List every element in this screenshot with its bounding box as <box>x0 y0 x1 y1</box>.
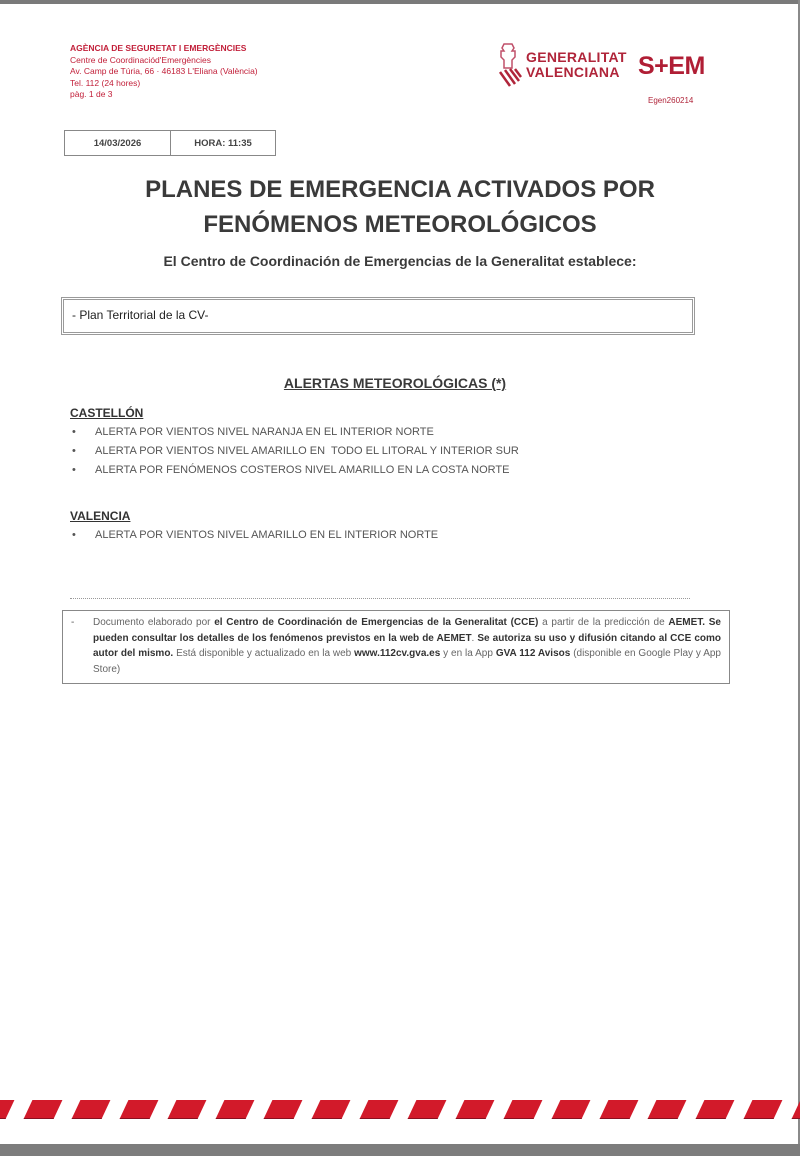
alerts-heading: ALERTAS METEOROLÓGICAS (*) <box>283 375 507 391</box>
alert-text: ALERTA POR VIENTOS NIVEL AMARILLO EN TODO EL LITORAL Y INTERIOR SUR <box>95 445 519 457</box>
subtitle: El Centro de Coordinación de Emergencias de la Generalitat establece: <box>163 253 637 269</box>
title-line-2: FENÓMENOS METEOROLÓGICOS <box>203 211 597 238</box>
red-stripe-border <box>0 1100 800 1122</box>
logo-line-valenciana: VALENCIANA <box>526 64 620 80</box>
region-valencia: VALENCIA <box>70 509 131 523</box>
agency-address: Av. Camp de Túria, 66 · 46183 L'Eliana (València) <box>70 66 258 76</box>
agency-header <box>70 43 258 101</box>
alert-text: ALERTA POR VIENTOS NIVEL AMARILLO EN EL INTERIOR NORTE <box>95 529 439 541</box>
bullet-icon: • <box>72 426 76 438</box>
sem-logo: S+EM <box>638 52 705 80</box>
stripe-segment <box>216 1100 255 1119</box>
stripe-segment <box>312 1100 351 1119</box>
region-castellon: CASTELLÓN <box>70 406 144 420</box>
top-border <box>0 0 800 4</box>
agency-name: AGÈNCIA DE SEGURETAT I EMERGÈNCIES <box>70 43 247 53</box>
disclaimer-text <box>93 615 721 677</box>
disclaimer-dash: - <box>71 617 75 628</box>
alert-item <box>70 461 519 480</box>
stripe-segment <box>648 1100 687 1119</box>
stripe-segment <box>24 1100 63 1119</box>
coat-of-arms-icon <box>498 42 522 90</box>
stripe-segment <box>504 1100 543 1119</box>
stripe-segment <box>456 1100 495 1119</box>
note-text: (disponible en Google Play y App Store) <box>93 648 721 675</box>
stripe-segment <box>360 1100 399 1119</box>
page-number: pàg. 1 de 3 <box>70 89 113 99</box>
stripe-segment <box>408 1100 447 1119</box>
stripe-segment <box>696 1100 735 1119</box>
stripe-segment <box>744 1100 783 1119</box>
note-text: y en la App <box>440 648 496 659</box>
alert-item <box>70 423 519 442</box>
time: HORA: 11:35 <box>194 137 252 149</box>
stripe-segment <box>72 1100 111 1119</box>
bottom-border <box>0 1144 800 1156</box>
plan-name: - Plan Territorial de la CV- <box>72 308 209 322</box>
stripe-segment <box>264 1100 303 1119</box>
note-bold: Se autoriza su uso y difusión citando al CCE como autor del mismo. <box>93 632 721 659</box>
logo-line-generalitat: GENERALITAT <box>526 49 627 65</box>
stripe-segment <box>168 1100 207 1119</box>
website-link[interactable]: www.112cv.gva.es <box>354 648 441 659</box>
alert-text: ALERTA POR VIENTOS NIVEL NARANJA EN EL INTERIOR NORTE <box>95 426 434 438</box>
alert-item <box>70 442 519 461</box>
alert-text: ALERTA POR FENÓMENOS COSTEROS NIVEL AMARILLO EN LA COSTA NORTE <box>95 464 510 476</box>
generalitat-valenciana-logo <box>498 42 627 90</box>
agency-phone: Tel. 112 (24 hores) <box>70 77 141 88</box>
date-time-box <box>64 130 276 156</box>
stripe-segment <box>792 1100 800 1119</box>
disclaimer-box <box>62 610 730 684</box>
plan-box <box>61 297 695 335</box>
dotted-divider <box>70 598 690 599</box>
stripe-segment <box>0 1100 14 1119</box>
bullet-icon: • <box>72 529 76 541</box>
note-text: Está disponible y actualizado en la web <box>173 648 355 659</box>
castellon-alert-list <box>70 423 519 480</box>
note-bold: el Centro de Coordinación de Emergencias de la Generalitat (CCE) <box>214 617 539 628</box>
stripe-segment <box>120 1100 159 1119</box>
date: 14/03/2026 <box>65 131 171 155</box>
document-code: Egen260214 <box>648 96 694 105</box>
bullet-icon: • <box>72 464 76 476</box>
stripe-segment <box>600 1100 639 1119</box>
bullet-icon: • <box>72 445 76 457</box>
alert-item <box>70 526 438 545</box>
stripe-segment <box>552 1100 591 1119</box>
app-name: GVA 112 Avisos <box>495 648 571 659</box>
valencia-alert-list <box>70 526 438 545</box>
note-bold: AEMET. Se pueden consultar los detalles de los fenómenos previstos en la web de AEMET <box>93 617 721 644</box>
note-text: Documento elaborado por <box>93 617 215 628</box>
agency-centre: Centre de Coordinaciód'Emergències <box>70 54 212 65</box>
note-text: a partir de la predicción de <box>538 617 669 628</box>
note-text: . <box>471 632 478 644</box>
title-line-1: PLANES DE EMERGENCIA ACTIVADOS POR <box>145 176 655 203</box>
